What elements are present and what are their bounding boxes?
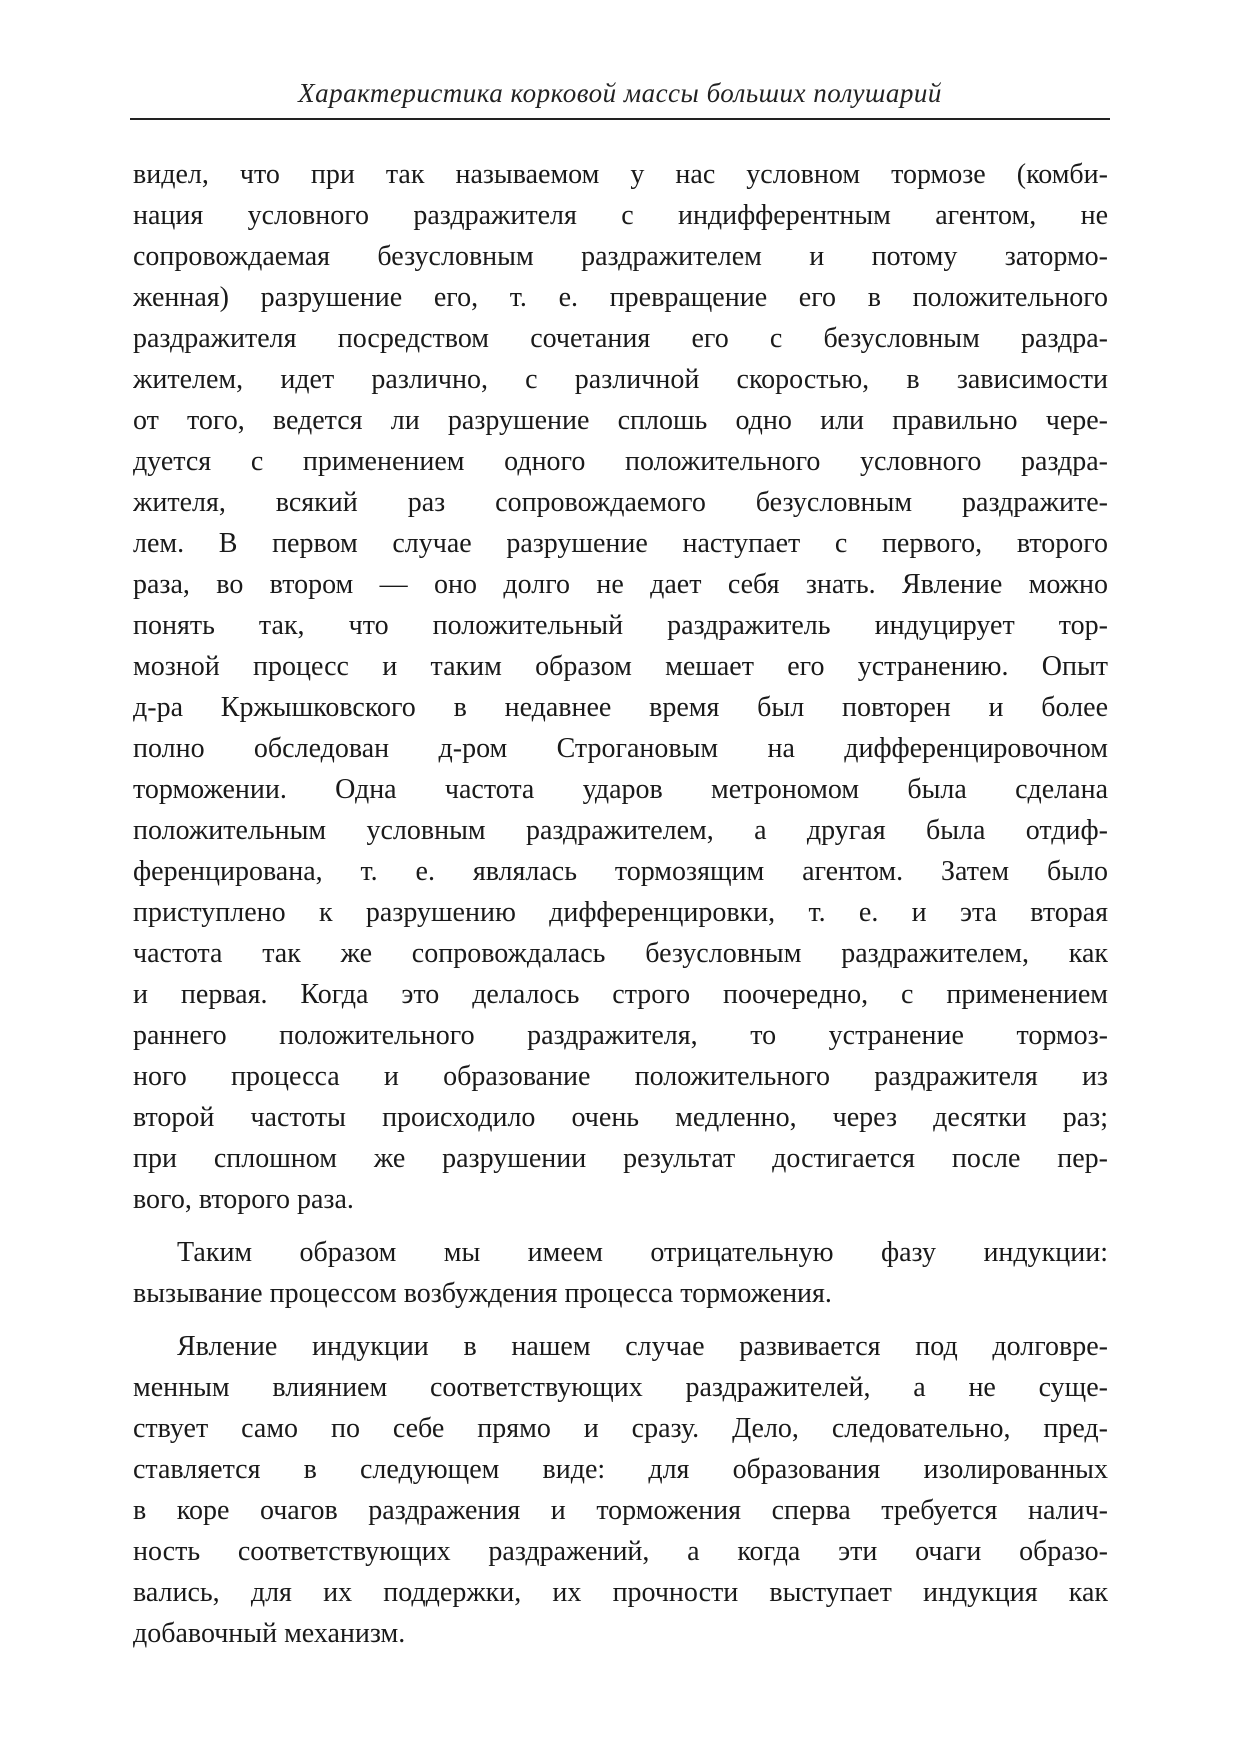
paragraph-3 (133, 1326, 1108, 1654)
text-line: Таким образом мы имеем отрицательную фазу индукции: (177, 1237, 1108, 1268)
text-line: раза, во втором — оно долго не дает себя знать. Явление можно (133, 569, 1108, 600)
text-line: приступлено к разрушению дифференцировки, т. е. и эта вторая (133, 897, 1108, 928)
text-line: добавочный механизм. (133, 1618, 406, 1649)
text-line: менным влиянием соответствующих раздражителей, а не суще- (133, 1372, 1108, 1403)
text-line: второй частоты происходило очень медленно, через десятки раз; (133, 1102, 1108, 1133)
running-head: Характеристика корковой массы больших полушарий (298, 78, 942, 108)
text-line: торможении. Одна частота ударов метрономом была сделана (133, 774, 1108, 805)
text-line: полно обследован д-ром Строгановым на дифференцировочном (133, 733, 1108, 764)
text-line: вались, для их поддержки, их прочности выступает индукция как (133, 1577, 1108, 1608)
text-line: видел, что при так называемом у нас условном тормозе (комби- (133, 159, 1108, 190)
text-line: ставляется в следующем виде: для образования изолированных (133, 1454, 1108, 1485)
header-rule (130, 118, 1110, 120)
text-line: вызывание процессом возбуждения процесса торможения. (133, 1278, 832, 1309)
text-line: положительным условным раздражителем, а другая была отдиф- (133, 815, 1108, 846)
text-line: нация условного раздражителя с индифферентным агентом, не (133, 200, 1108, 231)
paragraph-2 (133, 1232, 1108, 1314)
text-line: понять так, что положительный раздражитель индуцирует тор- (133, 610, 1108, 641)
text-line: ность соответствующих раздражений, а когда эти очаги образо- (133, 1536, 1108, 1567)
text-line: раздражителя посредством сочетания его с безусловным раздра- (133, 323, 1108, 354)
text-line: женная) разрушение его, т. е. превращение его в положительного (133, 282, 1108, 313)
text-line: от того, ведется ли разрушение сплошь одно или правильно чере- (133, 405, 1108, 436)
text-line: частота так же сопровождалась безусловным раздражителем, как (133, 938, 1108, 969)
text-line: вого, второго раза. (133, 1184, 354, 1215)
text-line: ференцирована, т. е. являлась тормозящим агентом. Затем было (133, 856, 1108, 887)
text-line: ствует само по себе прямо и сразу. Дело, следовательно, пред- (133, 1413, 1108, 1444)
text-line: жителем, идет различно, с различной скоростью, в зависимости (133, 364, 1108, 395)
text-line: мозной процесс и таким образом мешает его устранению. Опыт (133, 651, 1108, 682)
text-line: дуется с применением одного положительного условного раздра- (133, 446, 1108, 477)
text-line: лем. В первом случае разрушение наступает с первого, второго (133, 528, 1108, 559)
text-line: д-ра Кржышковского в недавнее время был повторен и более (133, 692, 1108, 723)
text-line: в коре очагов раздражения и торможения сперва требуется налич- (133, 1495, 1108, 1526)
body-text (133, 154, 1108, 1654)
text-line: раннего положительного раздражителя, то устранение тормоз- (133, 1020, 1108, 1051)
text-line: ного процесса и образование положительного раздражителя из (133, 1061, 1108, 1092)
text-line: и первая. Когда это делалось строго поочередно, с применением (133, 979, 1108, 1010)
text-line: Явление индукции в нашем случае развивается под долговре- (177, 1331, 1108, 1362)
text-line: сопровождаемая безусловным раздражителем и потому затормо- (133, 241, 1108, 272)
text-line: при сплошном же разрушении результат достигается после пер- (133, 1143, 1108, 1174)
text-line: жителя, всякий раз сопровождаемого безусловным раздражите- (133, 487, 1108, 518)
paragraph-1 (133, 154, 1108, 1220)
